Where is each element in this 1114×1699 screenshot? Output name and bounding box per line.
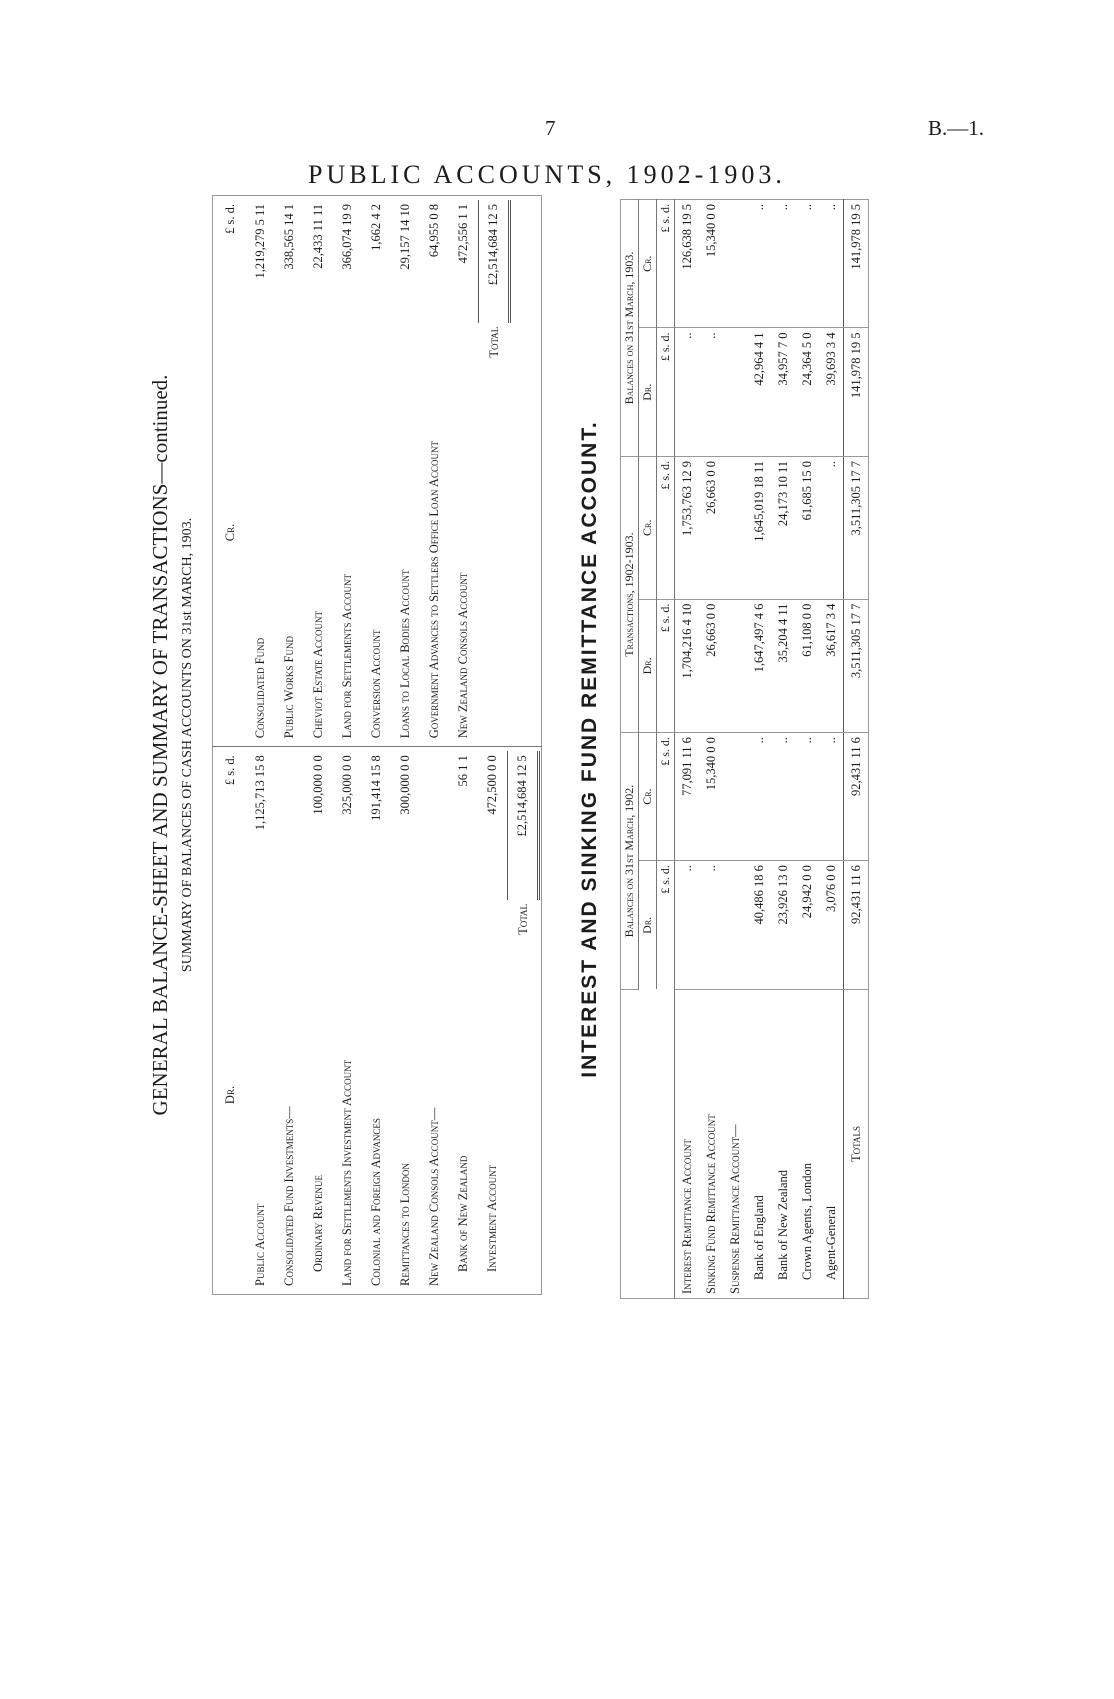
row-amount: 100,000 0 0 (311, 755, 325, 815)
total-row (508, 751, 539, 1290)
table-row (304, 751, 333, 1290)
row-label: Public Works Fund (282, 636, 296, 739)
dr-label: Dr. (639, 599, 657, 732)
document-reference: B.—1. (928, 116, 985, 140)
table-row (391, 200, 420, 742)
cell: 141,978 19 5 (844, 328, 869, 456)
interest-account-panel (578, 199, 978, 1299)
cell: 34,957 7 0 (771, 328, 795, 456)
cell: 141,978 19 5 (844, 200, 869, 329)
total-label: Total (486, 326, 501, 358)
cell: .. (771, 200, 795, 329)
cell: 24,364 5 0 (795, 328, 819, 456)
row-label: Interest Remittance Account (679, 1139, 694, 1294)
table-row (819, 200, 844, 1299)
cell: 15,340 0 0 (699, 733, 723, 861)
cell: 1,704,216 4 10 (675, 599, 700, 732)
cell: .. (699, 328, 723, 456)
cell (723, 733, 747, 861)
row-label: New Zealand Consols Account— (427, 1107, 441, 1286)
cell: 3,076 0 0 (819, 861, 844, 990)
row-amount: 472,500 0 0 (485, 755, 499, 815)
cell: .. (819, 733, 844, 861)
cell: 77,091 11 6 (675, 733, 700, 861)
money-header: £ s. d. (657, 733, 675, 861)
money-header: £ s. d. (657, 328, 675, 456)
row-amount: 64,955 0 8 (427, 204, 441, 258)
page-title: PUBLIC ACCOUNTS, 1902-1903. (308, 160, 786, 189)
group-header: Transactions, 1902-1903. (621, 456, 639, 732)
cell: 61,108 0 0 (795, 599, 819, 732)
row-label: Land for Settlements Account (340, 573, 354, 739)
row-label: Land for Settlements Investment Account (340, 1059, 354, 1286)
balance-sheet-panel (148, 195, 528, 1295)
table-row (304, 200, 333, 742)
row-amount: 191,414 15 8 (369, 755, 383, 821)
table-row (333, 751, 362, 1290)
table-row (675, 200, 700, 1299)
row-label: Crown Agents, London (799, 1162, 814, 1280)
total-label: Total (515, 903, 530, 935)
cell: 3,511,305 17 7 (844, 599, 869, 732)
row-label: Agent-General (823, 1205, 838, 1280)
cr-label: Cr. (639, 733, 657, 861)
debit-side (213, 747, 542, 1295)
page-number: 7 (545, 116, 556, 140)
credit-side (213, 196, 542, 747)
table-row (333, 200, 362, 742)
totals-row (844, 200, 869, 1299)
cell: .. (747, 733, 771, 861)
balance-sheet-subtitle: SUMMARY OF BALANCES OF CASH ACCOUNTS ON 31st MARCH, 1903. (180, 517, 195, 973)
table-row (275, 200, 304, 742)
row-amount: 22,433 11 11 (311, 204, 325, 269)
cr-label: Cr. (222, 523, 237, 542)
table-row (478, 751, 508, 1290)
balance-sheet-table (212, 195, 542, 1295)
cell (723, 456, 747, 599)
row-label: Cheviot Estate Account (311, 610, 325, 739)
cell: 24,942 0 0 (795, 861, 819, 990)
row-label: Ordinary Revenue (311, 1175, 325, 1272)
table-row (699, 200, 723, 1299)
cell: .. (747, 200, 771, 329)
row-amount: 366,074 19 9 (340, 204, 354, 270)
row-amount: 300,000 0 0 (398, 755, 412, 815)
row-amount: 1,662 4 2 (369, 204, 383, 251)
table-row (449, 200, 479, 742)
money-header: £ s. d. (657, 599, 675, 732)
cell: .. (675, 328, 700, 456)
cell (723, 861, 747, 990)
row-amount: 1,219,279 5 11 (253, 204, 267, 279)
row-label: Investment Account (485, 1164, 500, 1272)
table-row (275, 751, 304, 1290)
cell: 39,693 3 4 (819, 328, 844, 456)
cell: .. (771, 733, 795, 861)
row-amount: 338,565 14 1 (282, 204, 296, 270)
money-header: £ s. d. (222, 204, 237, 234)
cell: 15,340 0 0 (699, 200, 723, 329)
cell: 36,617 3 4 (819, 599, 844, 732)
money-header: £ s. d. (657, 456, 675, 599)
table-row (795, 200, 819, 1299)
cell: 1,753,763 12 9 (675, 456, 700, 599)
row-amount: 56 1 1 (456, 755, 470, 787)
table-row (747, 200, 771, 1299)
row-label: Consolidated Fund Investments— (282, 1106, 296, 1286)
money-header: £ s. d. (222, 755, 237, 786)
blank-header (621, 990, 675, 1299)
row-amount (275, 751, 304, 900)
row-amount: 472,556 1 1 (456, 204, 470, 264)
row-amount (420, 751, 449, 900)
cell: 24,173 10 11 (771, 456, 795, 599)
cell: 26,663 0 0 (699, 599, 723, 732)
cell: 61,685 15 0 (795, 456, 819, 599)
money-header: £ s. d. (657, 861, 675, 990)
cell (723, 328, 747, 456)
row-label: Sinking Fund Remittance Account (703, 1114, 718, 1294)
cell: 26,663 0 0 (699, 456, 723, 599)
table-row (362, 200, 391, 742)
cell: .. (795, 200, 819, 329)
dr-label: Dr. (639, 328, 657, 456)
cell: .. (795, 733, 819, 861)
money-header: £ s. d. (657, 200, 675, 329)
row-amount: 325,000 0 0 (340, 755, 354, 815)
row-amount: 29,157 14 10 (398, 204, 412, 270)
group-header: Balances on 31st March, 1902. (621, 733, 639, 990)
row-label: Conversion Account (369, 629, 383, 739)
dr-label: Dr. (639, 861, 657, 990)
cell: 3,511,305 17 7 (844, 456, 869, 599)
cell: 1,647,497 4 6 (747, 599, 771, 732)
row-label: Bank of New Zealand (456, 1155, 470, 1272)
row-label: Bank of England (751, 1195, 766, 1280)
cell: 23,926 13 0 (771, 861, 795, 990)
cr-label: Cr. (639, 200, 657, 329)
cell: 126,638 19 5 (675, 200, 700, 329)
cell (723, 200, 747, 329)
cell: .. (675, 861, 700, 990)
row-label: Public Account (253, 1203, 267, 1286)
row-label: Government Advances to Settlers Office Loan Account (427, 441, 441, 739)
totals-label: Totals (844, 990, 869, 1299)
balance-sheet-title: GENERAL BALANCE-SHEET AND SUMMARY OF TRANSACTIONS—continued. (148, 374, 172, 1116)
dr-label: Dr. (222, 1085, 237, 1105)
row-label: Colonial and Foreign Advances (369, 1118, 383, 1286)
group-header: Balances on 31st March, 1903. (621, 200, 639, 457)
row-amount: 1,125,713 15 8 (253, 755, 267, 831)
interest-account-table (620, 199, 869, 1299)
row-label: Consolidated Fund (253, 637, 267, 739)
table-row (246, 200, 275, 742)
cell: 92,431 11 6 (844, 733, 869, 861)
row-label: New Zealand Consols Account (456, 572, 471, 739)
interest-account-title: INTEREST AND SINKING FUND REMITTANCE ACCOUNT. (578, 420, 601, 1078)
cell: .. (699, 861, 723, 990)
table-row (420, 751, 449, 1290)
table-row (723, 200, 747, 1299)
cell: 35,204 4 11 (771, 599, 795, 732)
row-label: Remittances to London (398, 1163, 412, 1286)
table-row (246, 751, 275, 1290)
table-row (362, 751, 391, 1290)
cell: 92,431 11 6 (844, 861, 869, 990)
cr-label: Cr. (639, 456, 657, 599)
total-row (479, 200, 510, 742)
row-label: Suspense Remittance Account— (727, 1124, 742, 1294)
cell: .. (819, 456, 844, 599)
row-label: Bank of New Zealand (775, 1169, 790, 1280)
total-amount: £2,514,684 12 5 (479, 200, 510, 323)
table-row (391, 751, 420, 1290)
table-row (449, 751, 478, 1290)
row-label: Loans to Local Bodies Account (398, 569, 412, 739)
cell: .. (819, 200, 844, 329)
table-row (420, 200, 449, 742)
cell: 42,964 4 1 (747, 328, 771, 456)
table-row (771, 200, 795, 1299)
cell: 40,486 18 6 (747, 861, 771, 990)
cell (723, 599, 747, 732)
total-amount: £2,514,684 12 5 (508, 751, 539, 900)
cell: 1,645,019 18 11 (747, 456, 771, 599)
